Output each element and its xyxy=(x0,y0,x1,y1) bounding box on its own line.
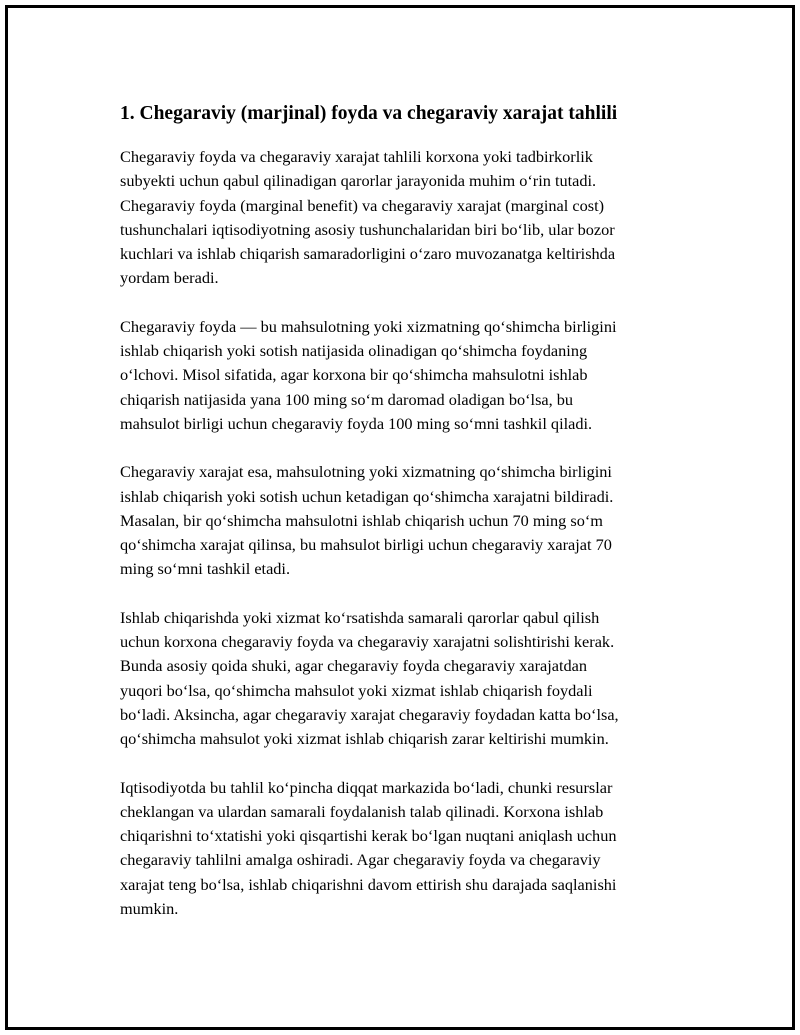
paragraph-line: ishlab chiqarish yoki sotish natijasida olinadigan qo‘shimcha foydaning xyxy=(120,341,588,361)
paragraph xyxy=(120,315,700,436)
paragraph-line: kuchlari va ishlab chiqarish samaradorligini o‘zaro muvozanatga keltirishda xyxy=(120,244,616,264)
paragraph-line: qo‘shimcha xarajat qilinsa, bu mahsulot birligi uchun chegaraviy xarajat 70 xyxy=(120,535,612,555)
paragraph-line: mumkin. xyxy=(120,899,179,919)
paragraph-line: yuqori bo‘lsa, qo‘shimcha mahsulot yoki xizmat ishlab chiqarish foydali xyxy=(120,680,593,700)
paragraph-line: cheklangan va ulardan samarali foydalanish talab qilinadi. Korxona ishlab xyxy=(120,801,604,821)
paragraph-line: Iqtisodiyotda bu tahlil ko‘pincha diqqat markazida bo‘ladi, chunki resurslar xyxy=(120,777,613,797)
paragraph xyxy=(120,606,700,752)
paragraph xyxy=(120,460,700,581)
paragraph-line: mahsulot birligi uchun chegaraviy foyda 100 ming so‘mni tashkil qiladi. xyxy=(120,413,593,433)
paragraph xyxy=(120,776,700,922)
paragraph-line: chiqarishni to‘xtatishi yoki qisqartishi kerak bo‘lgan nuqtani aniqlash uchun xyxy=(120,826,617,846)
paragraph-line: Chegaraviy xarajat esa, mahsulotning yoki xizmatning qo‘shimcha birligini xyxy=(120,462,612,482)
paragraph-line: ishlab chiqarish yoki sotish uchun ketadigan qo‘shimcha xarajatni bildiradi. xyxy=(120,486,614,506)
paragraph-line: Ishlab chiqarishda yoki xizmat ko‘rsatishda samarali qarorlar qabul qilish xyxy=(120,607,600,627)
paragraph-line: subyekti uchun qabul qilinadigan qarorlar jarayonida muhim o‘rin tutadi. xyxy=(120,171,597,191)
paragraph-line: qo‘shimcha mahsulot yoki xizmat ishlab chiqarish zarar keltirishi mumkin. xyxy=(120,729,609,749)
paragraph-line: Chegaraviy foyda va chegaraviy xarajat tahlili korxona yoki tadbirkorlik xyxy=(120,147,593,166)
paragraph-line: Chegaraviy foyda — bu mahsulotning yoki xizmatning qo‘shimcha birligini xyxy=(120,316,617,336)
paragraph-line: ming so‘mni tashkil etadi. xyxy=(120,559,291,579)
paragraph-line: chegaraviy tahlilni amalga oshiradi. Agar chegaraviy foyda va chegaraviy xyxy=(120,850,601,870)
paragraph-line: Masalan, bir qo‘shimcha mahsulotni ishlab chiqarish uchun 70 ming so‘m xyxy=(120,510,603,530)
paragraph-line: chiqarish natijasida yana 100 ming so‘m daromad oladigan bo‘lsa, bu xyxy=(120,389,574,409)
paragraph-line: yordam beradi. xyxy=(120,268,219,288)
paragraph-list xyxy=(120,145,700,921)
paragraph-line: bo‘ladi. Aksincha, agar chegaraviy xarajat chegaraviy foydadan katta bo‘lsa, xyxy=(120,704,619,724)
section-heading: 1. Chegaraviy (marjinal) foyda va chegaraviy xarajat tahlili xyxy=(120,103,618,124)
paragraph-line: uchun korxona chegaraviy foyda va chegaraviy xarajatni solishtirishi kerak. xyxy=(120,632,615,652)
document-body xyxy=(120,94,700,945)
paragraph-line: Chegaraviy foyda (marginal benefit) va chegaraviy xarajat (marginal cost) xyxy=(120,195,605,215)
paragraph-line: xarajat teng bo‘lsa, ishlab chiqarishni davom ettirish shu darajada saqlanishi xyxy=(120,874,617,894)
paragraph-line: Bunda asosiy qoida shuki, agar chegaraviy foyda chegaraviy xarajatdan xyxy=(120,656,588,676)
page-frame xyxy=(5,5,795,1030)
paragraph-line: o‘lchovi. Misol sifatida, agar korxona bir qo‘shimcha mahsulotni ishlab xyxy=(120,365,588,385)
paragraph-line: tushunchalari iqtisodiyotning asosiy tushunchalaridan biri bo‘lib, ular bozor xyxy=(120,219,615,239)
paragraph xyxy=(120,145,700,291)
